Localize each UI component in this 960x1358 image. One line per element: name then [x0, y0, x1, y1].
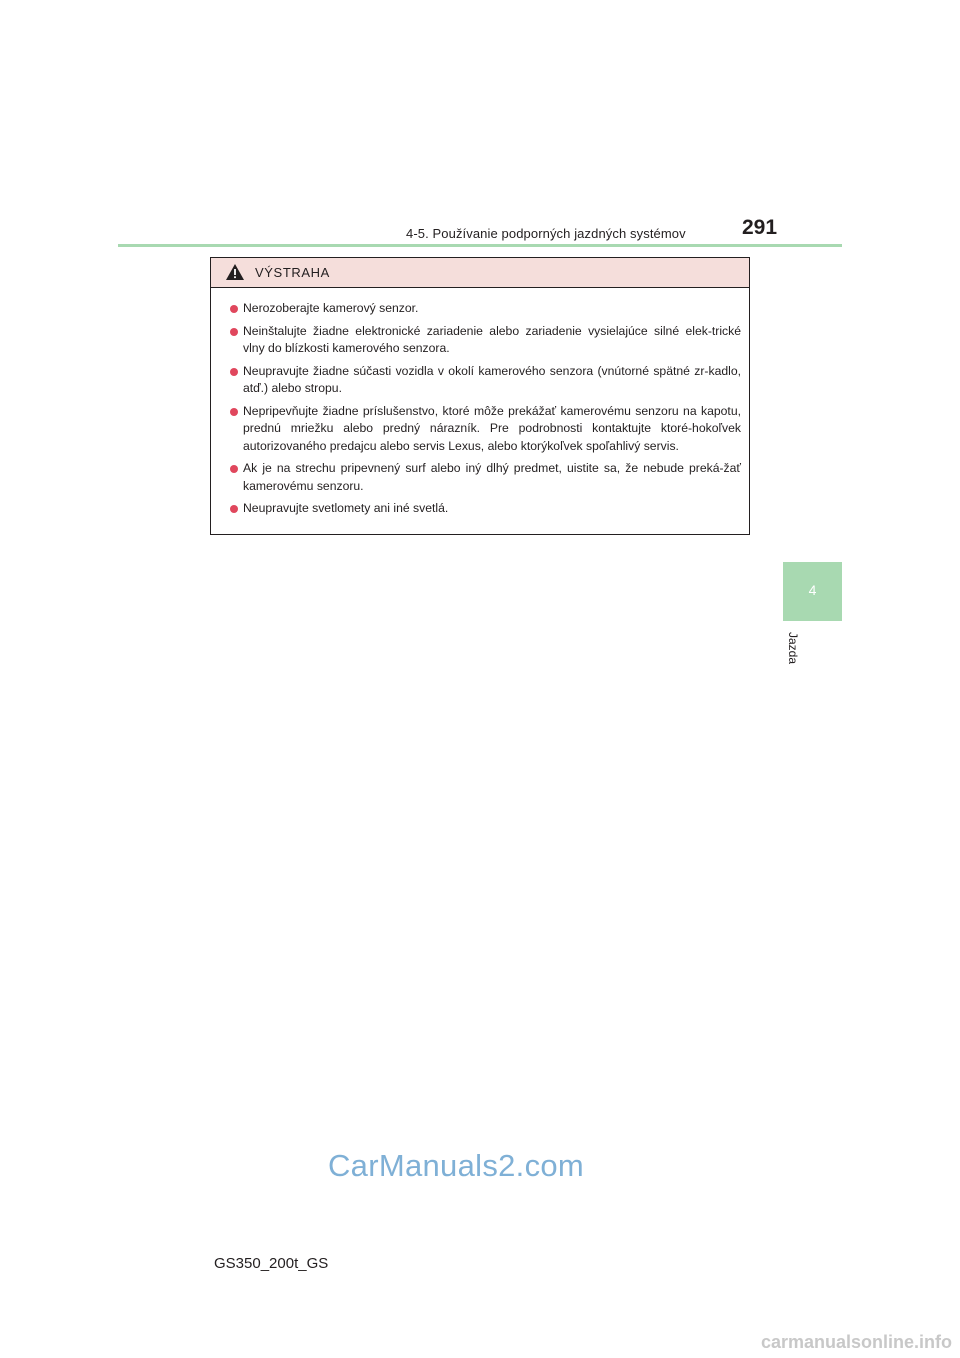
bullet-icon [230, 408, 238, 416]
warning-triangle-icon [225, 263, 245, 281]
header-divider [118, 244, 842, 247]
warning-item-text: Neupravujte žiadne súčasti vozidla v okolí kamerového senzora (vnútorné spätné zr-kadlo, atď.) alebo stropu. [243, 363, 741, 395]
chapter-label-text: Jazda [786, 632, 800, 665]
warning-item-text: Ak je na strechu pripevnený surf alebo iný dlhý predmet, uistite sa, že nebude preká-žať kamerovému senzoru. [243, 461, 741, 493]
warning-title: VÝSTRAHA [255, 265, 330, 280]
warning-item [230, 363, 741, 398]
bullet-icon [230, 368, 238, 376]
warning-item-text: Nerozoberajte kamerový senzor. [243, 301, 419, 315]
bullet-icon [230, 465, 238, 473]
warning-item [230, 500, 741, 518]
section-title: 4-5. Používanie podporných jazdných systémov [406, 226, 686, 241]
bullet-icon [230, 328, 238, 336]
warning-list [211, 288, 749, 518]
site-watermark: CarManuals2.com [328, 1148, 585, 1183]
warning-item [230, 460, 741, 495]
warning-item [230, 300, 741, 318]
chapter-label [786, 632, 802, 672]
page-number: 291 [742, 216, 778, 239]
chapter-tab[interactable] [783, 562, 842, 621]
warning-item-text: Neupravujte svetlomety ani iné svetlá. [243, 501, 449, 515]
bottom-watermark: carmanualsonline.info [760, 1332, 952, 1352]
chapter-number: 4 [808, 582, 817, 598]
warning-item [230, 403, 741, 456]
warning-header [211, 258, 749, 288]
warning-item [230, 323, 741, 358]
warning-box [210, 257, 750, 535]
bullet-icon [230, 305, 238, 313]
bullet-icon [230, 505, 238, 513]
warning-item-text: Neinštalujte žiadne elektronické zariadenie alebo zariadenie vysielajúce silné elek-trické vlny do blízkosti kamerového senzora. [243, 323, 741, 355]
warning-item-text: Nepripevňujte žiadne príslušenstvo, ktoré môže prekážať kamerovému senzoru na kapotu, prednú mriežku alebo predný nárazník. Pre podrobnosti kontaktujte ktoré-hokoľvek autorizovaného predajcu alebo servis Lexus, alebo ktorýkoľvek spoľahlivý servis. [243, 403, 741, 453]
model-code: GS350_200t_GS [214, 1255, 329, 1272]
